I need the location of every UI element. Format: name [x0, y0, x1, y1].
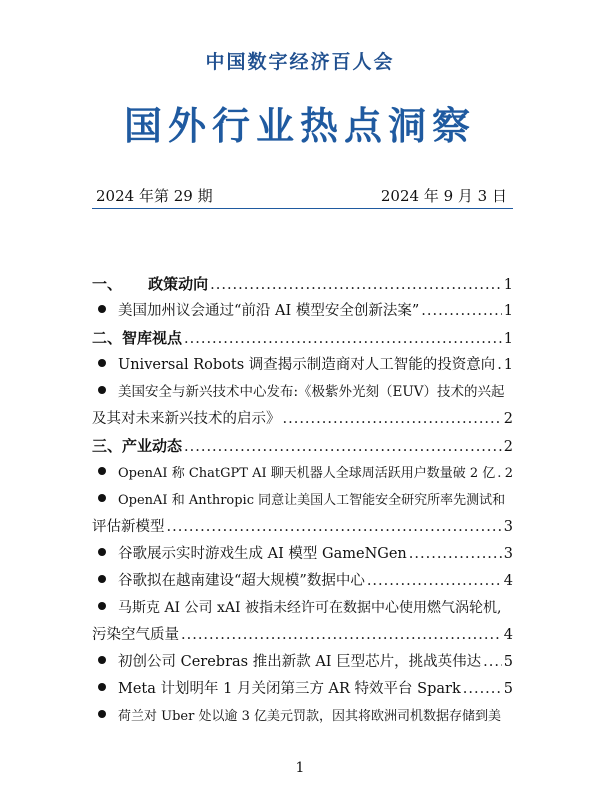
toc-item-text: Meta 计划明年 1 月关闭第三方 AR 特效平台 Spark	[118, 681, 461, 697]
page-number: 1	[295, 760, 305, 776]
toc-item-text: 荷兰对 Uber 处以逾 3 亿美元罚款，因其将欧洲司机数据存储到美	[118, 709, 501, 724]
toc-item-text-continued: 评估新模型	[92, 519, 165, 535]
toc-item-text-continued: 及其对未来新兴技术的启示》	[92, 411, 281, 427]
toc-leader	[463, 676, 502, 703]
toc-section-label: 三、产业动态	[92, 437, 183, 455]
toc-page-number: 5	[503, 654, 513, 670]
toc-page-number: 1	[503, 331, 513, 347]
toc-section-industry[interactable]	[92, 433, 513, 460]
toc-leader	[497, 352, 501, 379]
bullet-icon	[98, 494, 106, 502]
issue-info	[96, 185, 511, 207]
report-title: 国外行业热点洞察	[123, 104, 476, 148]
bullet-icon	[98, 710, 106, 718]
toc-item[interactable]	[92, 460, 513, 487]
toc-item-text: 美国安全与新兴技术中心发布:《极紫外光刻（EUV）技术的兴起	[118, 384, 505, 400]
toc-page-number: 4	[503, 573, 513, 589]
toc-leader	[210, 272, 502, 299]
toc-item[interactable]	[92, 541, 513, 568]
issue-number: 2024 年第 29 期	[96, 187, 213, 205]
toc-item-text: Universal Robots 调查揭示制造商对人工智能的投资意向	[118, 357, 496, 373]
bullet-icon	[98, 656, 106, 664]
toc-item[interactable]	[92, 595, 513, 649]
organization-name: 中国数字经济百人会	[205, 51, 395, 73]
toc-page-number: 2	[503, 411, 513, 427]
toc-item-text: 初创公司 Cerebras 推出新款 AI 巨型芯片，挑战英伟达	[118, 654, 482, 670]
toc-leader	[483, 649, 502, 676]
toc-item-text-continued: 污染空气质量	[92, 627, 179, 643]
toc-item-text: 谷歌展示实时游戏生成 AI 模型 GameNGen	[118, 546, 407, 562]
toc-item[interactable]	[92, 487, 513, 541]
toc-page-number: 3	[503, 546, 513, 562]
toc-item[interactable]	[92, 568, 513, 595]
toc-page-number: 1	[503, 303, 513, 319]
toc-page-number: 4	[503, 627, 513, 643]
toc-page-number: 1	[503, 357, 513, 373]
toc-leader	[167, 514, 502, 541]
toc-leader	[181, 622, 502, 649]
bullet-icon	[98, 305, 106, 313]
toc-leader	[283, 406, 502, 433]
toc-page-number: 3	[503, 519, 513, 535]
header-divider	[92, 208, 513, 209]
toc-page-number: 5	[503, 681, 513, 697]
bullet-icon	[98, 548, 106, 556]
bullet-icon	[98, 575, 106, 583]
toc-section-label: 一、 政策动向	[92, 275, 209, 293]
toc-item-text: OpenAI 和 Anthropic 同意让美国人工智能安全研究所率先测试和	[118, 493, 506, 508]
toc-leader	[409, 541, 502, 568]
bullet-icon	[98, 359, 106, 367]
toc-leader	[497, 460, 502, 487]
bullet-icon	[98, 602, 106, 610]
toc-item[interactable]	[92, 352, 513, 379]
toc-item-text: 马斯克 AI 公司 xAI 被指未经许可在数据中心使用燃气涡轮机,	[118, 600, 502, 616]
toc-section-policy[interactable]	[92, 271, 513, 298]
toc-section-label: 二、智库视点	[92, 329, 183, 347]
toc-leader	[184, 326, 502, 353]
toc-item-text: 谷歌拟在越南建设“超大规模”数据中心	[118, 573, 365, 589]
issue-date: 2024 年 9 月 3 日	[380, 187, 507, 205]
bullet-icon	[98, 386, 106, 394]
toc-page-number: 1	[503, 277, 513, 293]
toc-page-number: 2	[503, 439, 513, 455]
toc-page-number: 2	[504, 466, 513, 481]
bullet-icon	[98, 467, 106, 475]
toc-section-thinktank[interactable]	[92, 325, 513, 352]
toc-item[interactable]	[92, 703, 513, 730]
toc-item[interactable]	[92, 379, 513, 433]
toc-item-text: 美国加州议会通过“前沿 AI 模型安全创新法案”	[118, 303, 420, 319]
table-of-contents	[92, 271, 513, 730]
toc-leader	[184, 434, 502, 461]
toc-leader	[421, 298, 502, 325]
toc-item[interactable]	[92, 676, 513, 703]
toc-item[interactable]	[92, 649, 513, 676]
toc-leader	[367, 568, 502, 595]
toc-item[interactable]	[92, 298, 513, 325]
toc-item-text: OpenAI 称 ChatGPT AI 聊天机器人全球周活跃用户数量破 2 亿	[118, 466, 496, 481]
bullet-icon	[98, 683, 106, 691]
